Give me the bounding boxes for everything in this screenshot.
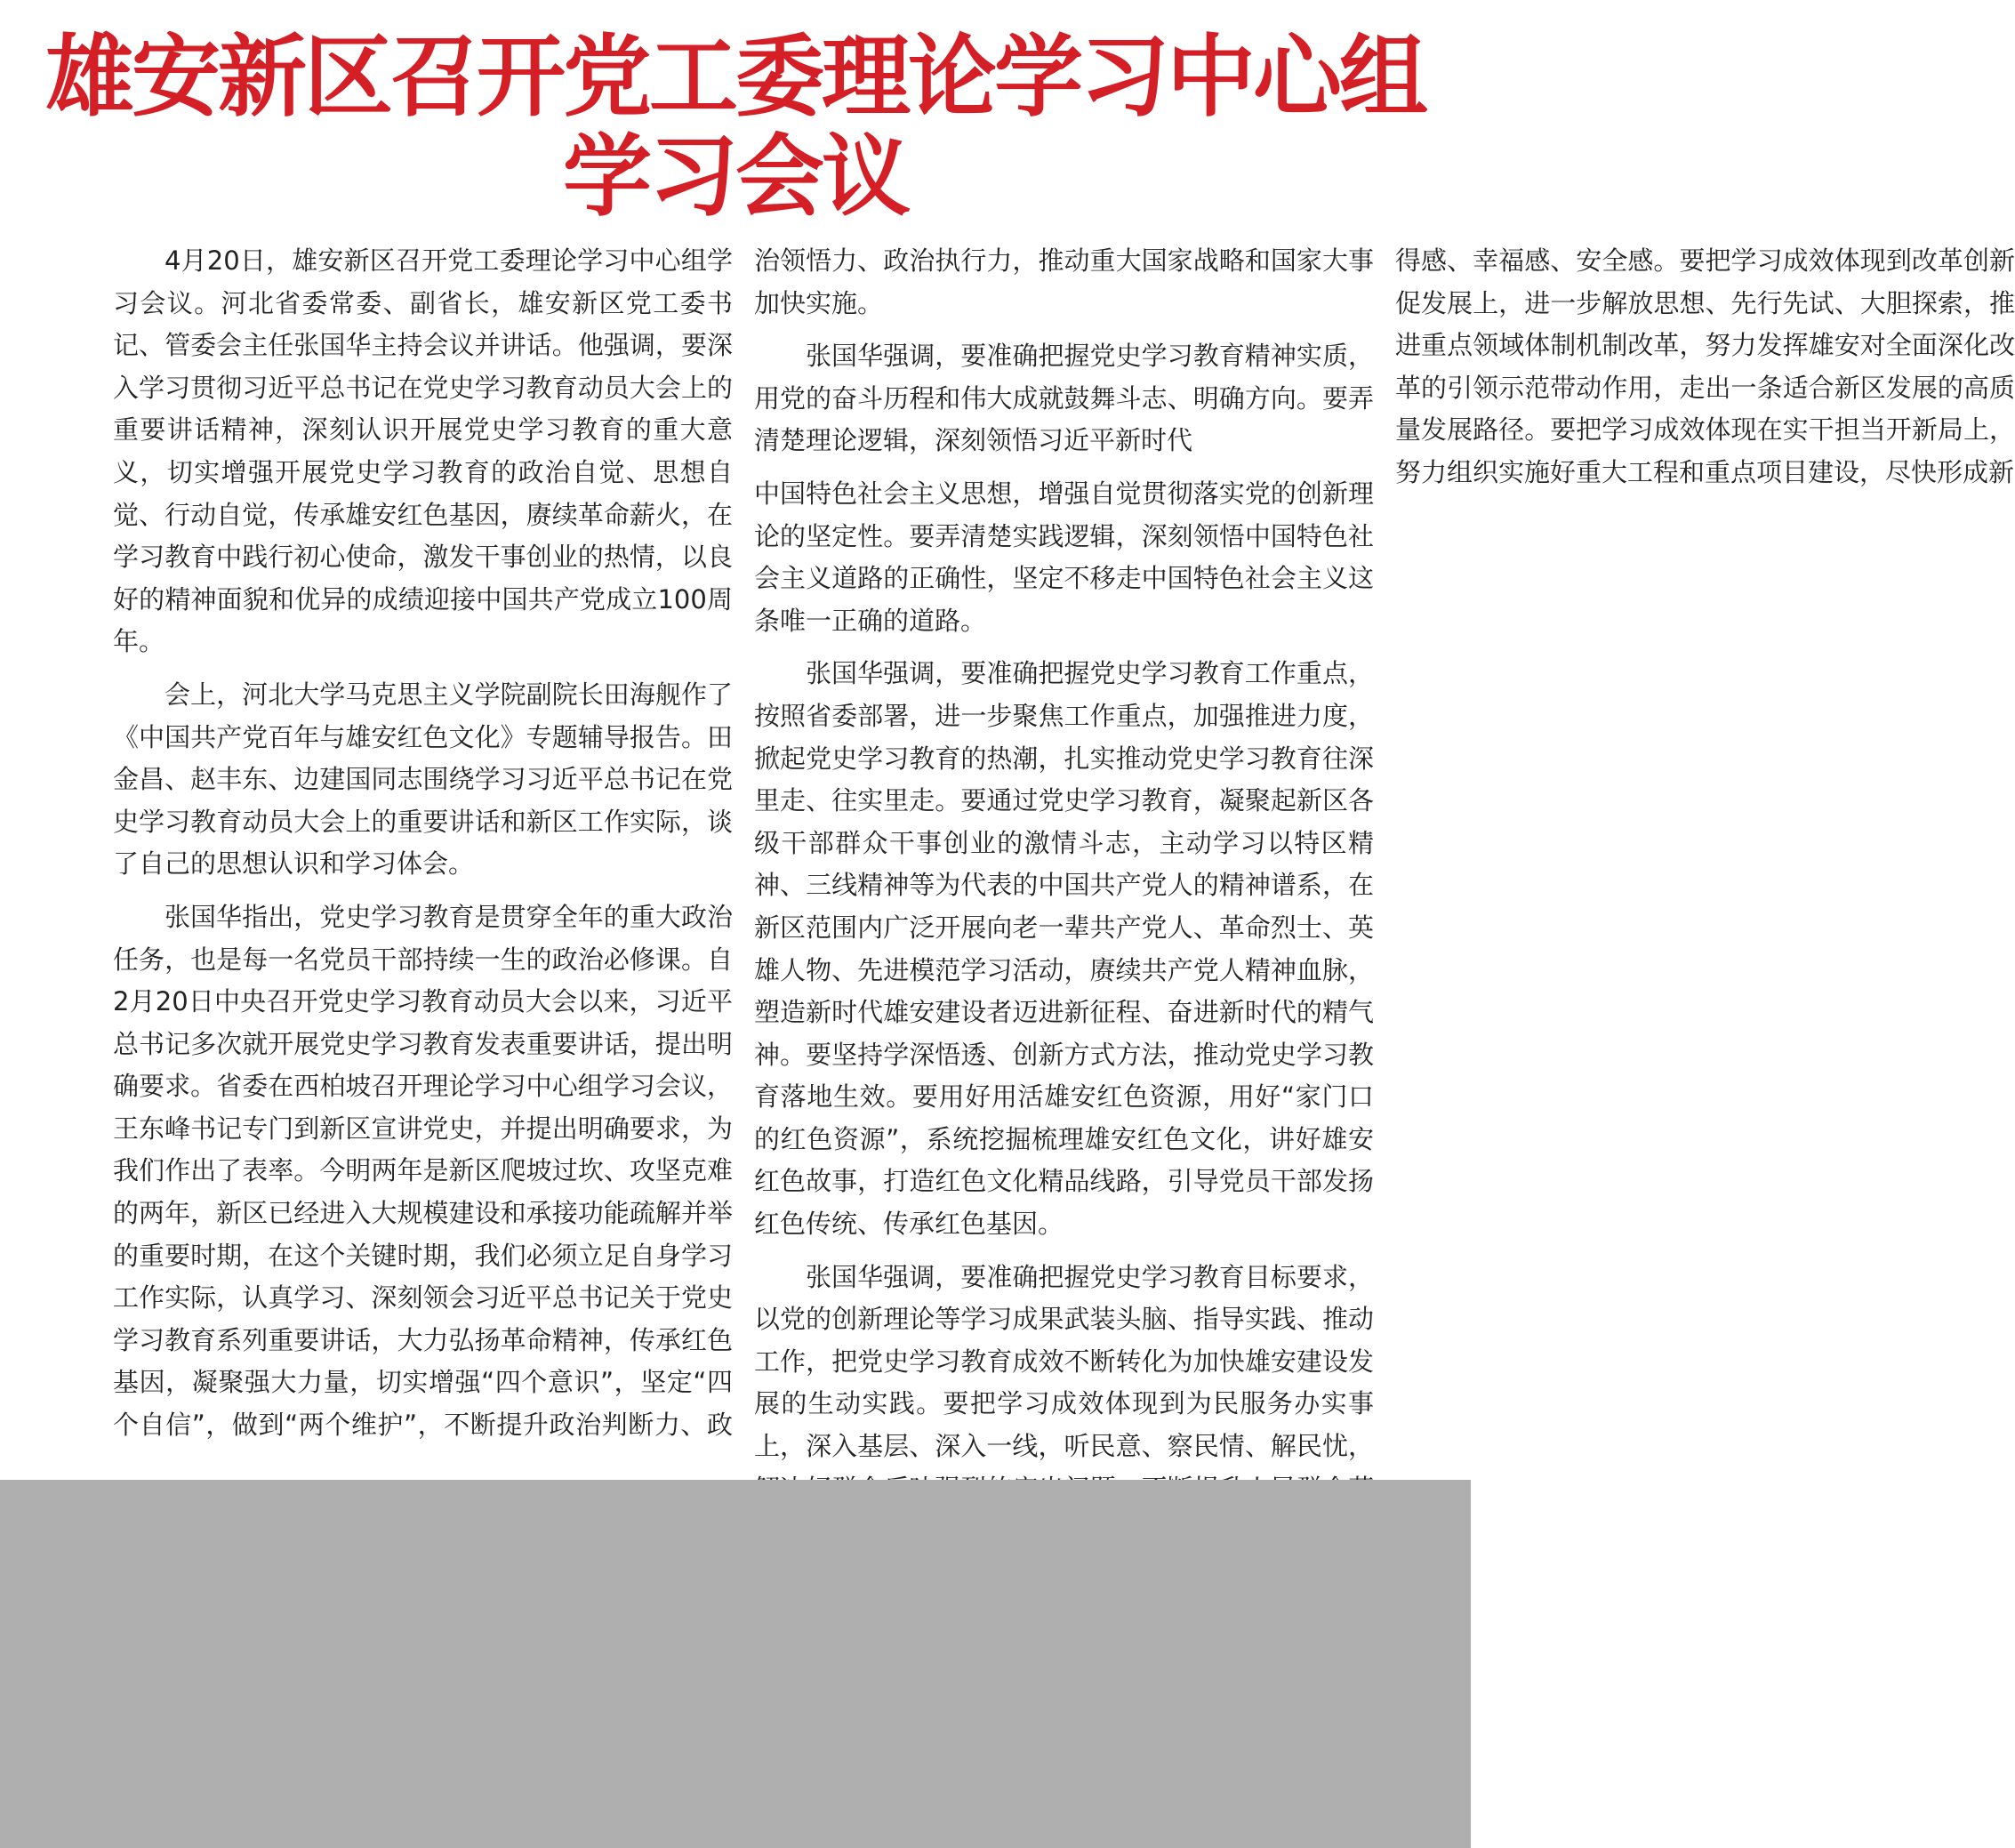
- paragraph-6: 张国华强调，要准确把握党史学习教育目标要求，以党的创新理论等学习成果武装头脑、指导实践、推动工作，把党史学习教育成效不断转化为加快雄安建设发展的生动实践。要把学习成效体现到为民服务办实事上，深入基层、深入一线，听民意、察民情、解民忧， 得感、幸福感、安全感。要把学习成效体现到改革创新促发展上，进一步解放思想、先行先试、大胆探索，推进重点领域体制机制改革，努力发挥雄安对全面深化改革的引领示范带动作用，走出一条适合新区发展的高质量发展路径。要把学习成效体现在实干担当开新局上，努力组织实施好重大工程和重点项目建设，尽快形成新: [754, 245, 2015, 1462]
- paragraph-4-continued: 中国特色社会主义思想，增强自觉贯彻落实党的创新理论的坚定性。要弄清楚实践逻辑，深刻领悟中国特色社会主义道路的正确性，坚定不移走中国特色社会主义这条唯一正确的道路。: [754, 478, 1374, 636]
- paragraph-3: 张国华指出，党史学习教育是贯穿全年的重大政治任务，也是每一名党员干部持续一生的政治必修课。自2月20日中央召开党史学习教育动员大会以来，习近平总书记多次就开展党史学习教育发表重要讲话，提出明确要求。省委在西柏坡召开理论学习中心组学习会议，王东峰书记专门到新区宣讲党史，并提出明确要求，为我们作出了表率。今明两年是新区爬坡过坎、攻坚克难的两年，新区已经进入大规模建设和承接功能疏解并举的重要时期，在这个关键时期，我们必须立足自身学习工作实际，认真学习、深刻领会习近平总书记关于党史学习教育系列重要讲话，大力弘扬革命精神，传承红色基因，凝聚强大力量，切实增强“四个意识”，坚定“四个自信”，做到“两个维护”，不断提升政治判断力、政治领悟力、政治执行力，推动重大国家战略和国家大事加快实施。: [113, 245, 1374, 1441]
- paragraph-1: 4月20日，雄安新区召开党工委理论学习中心组学习会议。河北省委常委、副省长，雄安新区党工委书记、管委会主任张国华主持会议并讲话。他强调，要深入学习贯彻习近平总书记在党史学习教育动员大会上的重要讲话精神，深刻认识开展党史学习教育的重大意义，切实增强开展党史学习教育的政治自觉、思想自觉、行动自觉，传承雄安红色基因，赓续革命薪火，在学习教育中践行初心使命，激发干事创业的热情，以良好的精神面貌和优异的成绩迎接中国共产党成立100周年。: [113, 245, 733, 657]
- article-title-line-1: 雄安新区召开党工委理论学习中心组: [45, 24, 1425, 129]
- paragraph-4: 张国华强调，要准确把握党史学习教育精神实质，用党的奋斗历程和伟大成就鼓舞斗志、明确方向。要弄清楚理论逻辑，深刻领悟习近平新时代: [754, 341, 1374, 456]
- gray-overlay-panel: [0, 1480, 1471, 1848]
- article-body: [113, 240, 2015, 1521]
- paragraph-2: 会上，河北大学马克思主义学院副院长田海舰作了《中国共产党百年与雄安红色文化》专题辅导报告。田金昌、赵丰东、边建国同志围绕学习习近平总书记在党史学习教育动员大会上的重要讲话和新区工作实际，谈了自己的思想认识和学习体会。: [113, 679, 733, 880]
- paragraph-5: 张国华强调，要准确把握党史学习教育工作重点，按照省委部署，进一步聚焦工作重点，加强推进力度，掀起党史学习教育的热潮，扎实推动党史学习教育往深里走、往实里走。要通过党史学习教育，凝聚起新区各级干部群众干事创业的激情斗志，主动学习以特区精神、三线精神等为代表的中国共产党人的精神谱系，在新区范围内广泛开展向老一辈共产党人、革命烈士、英雄人物、先进模范学习活动，赓续共产党人精神血脉，塑造新时代雄安建设者迈进新征程、奋进新时代的精气神。要坚持学深悟透、创新方式方法，推动党史学习教育落地生效。要用好用活雄安红色资源，用好“家门口的红色资源”，系统挖掘梳理雄安红色文化，讲好雄安红色故事，打造红色文化精品线路，引导党员干部发扬红色传统、传承红色基因。: [754, 658, 1374, 1240]
- article-title-line-2: 学习会议: [563, 124, 908, 229]
